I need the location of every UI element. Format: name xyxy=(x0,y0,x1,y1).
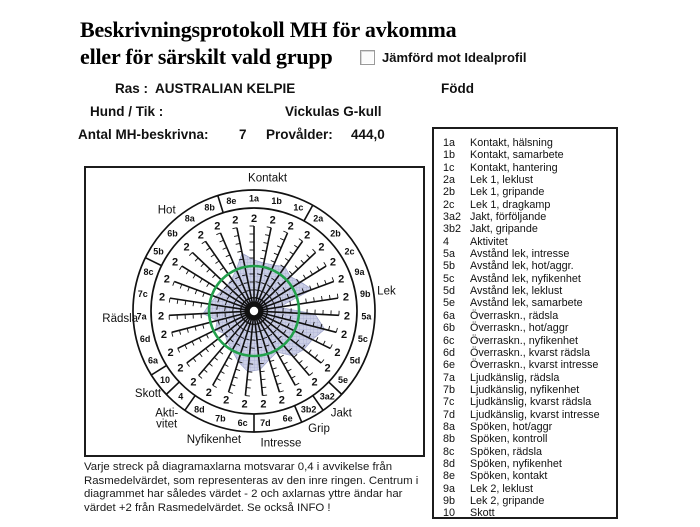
svg-text:2: 2 xyxy=(278,394,285,407)
legend-item-id: 8d xyxy=(443,457,456,470)
svg-text:2: 2 xyxy=(197,229,204,242)
svg-text:2: 2 xyxy=(167,346,174,359)
legend-item-id: 5b xyxy=(443,260,456,273)
svg-text:2: 2 xyxy=(329,256,336,269)
svg-text:6e: 6e xyxy=(282,413,293,424)
svg-text:2: 2 xyxy=(269,214,276,227)
legend-item xyxy=(443,347,616,359)
legend-item-label: Överraskn., kvarst rädsla xyxy=(470,346,590,359)
legend-item xyxy=(443,199,616,211)
legend-item-id: 5d xyxy=(443,285,456,298)
svg-text:5c: 5c xyxy=(357,334,368,345)
legend-item-label: Aktivitet xyxy=(470,235,508,248)
legend-item xyxy=(443,446,616,458)
svg-text:2: 2 xyxy=(159,291,166,304)
legend-item-label: Överraskn., nyfikenhet xyxy=(470,334,579,347)
svg-text:2: 2 xyxy=(214,220,221,233)
legend-item-id: 8e xyxy=(443,470,456,483)
svg-text:8c: 8c xyxy=(143,266,154,277)
legend-item-label: Avstånd lek, samarbete xyxy=(470,297,583,310)
legend-item-id: 5e xyxy=(443,297,456,310)
legend-item-label: Spöken, nyfikenhet xyxy=(470,457,562,470)
svg-text:6d: 6d xyxy=(139,334,151,345)
legend-item-id: 2b xyxy=(443,186,456,199)
legend-item-label: Jakt, gripande xyxy=(470,223,538,236)
svg-text:5b: 5b xyxy=(153,246,164,257)
title-line-1: Beskrivningsprotokoll MH för avkomma xyxy=(80,17,457,42)
legend-item xyxy=(443,186,616,198)
legend-item-id: 8c xyxy=(443,445,455,458)
legend-item xyxy=(443,137,616,149)
legend-item-label: Lek 1, gripande xyxy=(470,186,545,199)
svg-text:2: 2 xyxy=(172,256,179,269)
svg-text:2: 2 xyxy=(183,241,190,254)
legend-item-label: Avstånd lek, intresse xyxy=(470,248,570,261)
svg-text:2c: 2c xyxy=(344,246,355,257)
legend-item xyxy=(443,149,616,161)
footnote-line: Rasmedelvärdet, som representeras av den inre ringen. Centrum i xyxy=(84,474,419,487)
legend-item-label: Spöken, rädsla xyxy=(470,445,543,458)
legend-box xyxy=(432,127,618,519)
legend-item-label: Kontakt, hantering xyxy=(470,161,558,174)
legend-item-id: 8b xyxy=(443,433,456,446)
legend-item xyxy=(443,260,616,272)
legend-item-id: 6a xyxy=(443,309,456,322)
legend-item-id: 6d xyxy=(443,346,456,359)
legend-item-id: 1b xyxy=(443,149,456,162)
svg-text:2: 2 xyxy=(318,241,325,254)
legend-item xyxy=(443,310,616,322)
legend-item-id: 9a xyxy=(443,482,456,495)
svg-text:Nyfikenhet: Nyfikenhet xyxy=(186,433,242,446)
svg-text:2: 2 xyxy=(260,398,267,411)
legend-item-id: 10 xyxy=(443,507,456,520)
antal-mh-beskrivna-value: 7 xyxy=(239,127,247,142)
svg-text:3a2: 3a2 xyxy=(319,391,335,402)
legend-item xyxy=(443,223,616,235)
legend-item-label: Ljudkänslig, kvarst rädsla xyxy=(470,396,592,409)
legend-item-label: Lek 1, dragkamp xyxy=(470,198,551,211)
svg-text:2: 2 xyxy=(304,229,311,242)
svg-text:2: 2 xyxy=(205,387,212,400)
svg-text:2: 2 xyxy=(287,220,294,233)
legend-item-id: 6c xyxy=(443,334,455,347)
legend-item xyxy=(443,359,616,371)
legend-item xyxy=(443,297,616,309)
legend-item-id: 7a xyxy=(443,371,456,384)
svg-text:2b: 2b xyxy=(330,228,341,239)
svg-text:Akti-vitet: Akti-vitet xyxy=(155,407,179,431)
legend-item-id: 6b xyxy=(443,322,456,335)
svg-text:9b: 9b xyxy=(359,288,371,299)
legend-item-id: 1a xyxy=(443,137,456,149)
legend-item xyxy=(443,409,616,421)
legend-item-label: Avstånd lek, nyfikenhet xyxy=(470,272,581,285)
legend-item xyxy=(443,162,616,174)
svg-text:2: 2 xyxy=(324,362,331,375)
ideal-profile-check-row xyxy=(360,50,526,65)
svg-text:Grip: Grip xyxy=(308,423,330,436)
provalder-label: Provålder: xyxy=(266,127,333,142)
svg-text:5a: 5a xyxy=(361,311,372,322)
svg-text:7a: 7a xyxy=(136,311,147,322)
legend-item-id: 8a xyxy=(443,420,456,433)
legend-item xyxy=(443,236,616,248)
legend-item-label: Avstånd lek, leklust xyxy=(470,285,563,298)
svg-text:8e: 8e xyxy=(226,195,237,206)
mh-radar-chart xyxy=(86,168,423,455)
svg-text:1b: 1b xyxy=(271,195,282,206)
svg-text:2: 2 xyxy=(342,291,349,304)
svg-text:9a: 9a xyxy=(354,266,365,277)
legend-item xyxy=(443,421,616,433)
ideal-profile-label: Jämförd mot Idealprofil xyxy=(382,50,527,65)
ideal-profile-checkbox[interactable] xyxy=(360,50,375,65)
legend-item-label: Ljudkänslig, nyfikenhet xyxy=(470,383,580,396)
legend-item xyxy=(443,483,616,495)
svg-text:7c: 7c xyxy=(137,288,148,299)
legend-item-id: 7c xyxy=(443,396,455,409)
fodd-label: Född xyxy=(441,81,474,96)
legend-list xyxy=(434,129,616,520)
legend-item-label: Jakt, förföljande xyxy=(470,211,547,224)
legend-item xyxy=(443,396,616,408)
legend-item-label: Lek 2, leklust xyxy=(470,482,534,495)
legend-item-id: 6e xyxy=(443,359,456,372)
svg-text:2: 2 xyxy=(160,329,168,342)
svg-text:1a: 1a xyxy=(248,193,260,204)
legend-item-label: Spöken, kontakt xyxy=(470,470,548,483)
svg-text:Rädsla: Rädsla xyxy=(102,312,139,325)
svg-text:6a: 6a xyxy=(147,355,159,366)
legend-item-label: Spöken, kontroll xyxy=(470,433,548,446)
svg-text:2: 2 xyxy=(190,376,197,389)
ras-label: Ras : xyxy=(115,81,149,96)
svg-text:2: 2 xyxy=(223,394,230,407)
svg-text:2: 2 xyxy=(343,310,350,323)
svg-text:8b: 8b xyxy=(204,202,215,213)
legend-item-label: Kontakt, hälsning xyxy=(470,137,553,149)
legend-item xyxy=(443,211,616,223)
legend-item xyxy=(443,285,616,297)
legend-item-label: Kontakt, samarbete xyxy=(470,149,564,162)
provalder-value: 444,0 xyxy=(351,127,385,142)
legend-item-id: 5a xyxy=(443,248,456,261)
svg-text:10: 10 xyxy=(160,374,171,385)
chart-frame xyxy=(84,166,425,457)
title-line-2: eller för särskilt vald grupp xyxy=(80,44,333,69)
svg-text:8a: 8a xyxy=(184,213,195,224)
svg-text:Hot: Hot xyxy=(157,204,176,217)
svg-text:4: 4 xyxy=(178,391,184,402)
svg-text:2: 2 xyxy=(241,398,248,411)
svg-text:2: 2 xyxy=(338,273,345,286)
legend-item-label: Lek 1, leklust xyxy=(470,174,534,187)
svg-text:8d: 8d xyxy=(194,404,205,415)
svg-text:2: 2 xyxy=(158,310,165,323)
svg-text:5d: 5d xyxy=(349,355,361,366)
legend-item xyxy=(443,322,616,334)
legend-item xyxy=(443,507,616,519)
svg-text:2: 2 xyxy=(250,212,258,225)
legend-item xyxy=(443,458,616,470)
legend-item-id: 3b2 xyxy=(443,223,462,236)
legend-item xyxy=(443,495,616,507)
legend-item-id: 7b xyxy=(443,383,456,396)
legend-item-id: 5c xyxy=(443,272,455,285)
legend-item xyxy=(443,384,616,396)
ras-value: AUSTRALIAN KELPIE xyxy=(155,81,296,96)
svg-text:Intresse: Intresse xyxy=(260,437,302,450)
svg-text:2a: 2a xyxy=(313,213,324,224)
legend-item-id: 2a xyxy=(443,174,456,187)
svg-text:Lek: Lek xyxy=(377,285,396,298)
legend-item xyxy=(443,470,616,482)
legend-item xyxy=(443,273,616,285)
footnote-line: Varje streck på diagramaxlarna motsvarar 0,4 i avvikelse från xyxy=(84,461,393,473)
svg-text:2: 2 xyxy=(311,376,318,389)
svg-text:6c: 6c xyxy=(237,417,248,428)
svg-text:2: 2 xyxy=(177,362,184,375)
svg-text:Jakt: Jakt xyxy=(330,407,352,420)
hund-tik-value: Vickulas G-kull xyxy=(285,104,382,119)
hub-center-dot xyxy=(250,307,258,315)
hund-tik-label: Hund / Tik : xyxy=(90,104,164,119)
legend-item-label: Skott xyxy=(470,507,495,520)
legend-item-label: Ljudkänslig, rädsla xyxy=(470,371,560,384)
svg-text:2: 2 xyxy=(340,329,348,342)
svg-text:3b2: 3b2 xyxy=(300,404,317,415)
svg-text:2: 2 xyxy=(296,387,303,400)
svg-text:Skott: Skott xyxy=(134,388,162,401)
legend-item-label: Spöken, hot/aggr xyxy=(470,420,553,433)
legend-item xyxy=(443,248,616,260)
legend-item-id: 3a2 xyxy=(443,211,462,224)
svg-text:7b: 7b xyxy=(215,413,226,424)
footnote xyxy=(84,461,436,515)
legend-item-id: 4 xyxy=(443,235,450,248)
svg-text:2: 2 xyxy=(334,346,341,359)
footnote-line: värdet +2 från Rasmedelvärdet. Se också INFO ! xyxy=(84,501,331,514)
legend-item-label: Lek 2, gripande xyxy=(470,494,545,507)
legend-item xyxy=(443,372,616,384)
footnote-line: diagrammet har således värdet - 2 och axlarnas yttre ändar har xyxy=(84,488,403,501)
svg-text:2: 2 xyxy=(163,273,170,286)
antal-mh-beskrivna-label: Antal MH-beskrivna: xyxy=(78,127,209,142)
svg-text:2: 2 xyxy=(232,214,239,227)
legend-item-label: Överraskn., hot/aggr xyxy=(470,322,569,335)
legend-item-label: Avstånd lek, hot/aggr. xyxy=(470,260,574,273)
svg-text:7d: 7d xyxy=(260,417,271,428)
legend-item-label: Överraskn., kvarst intresse xyxy=(470,359,599,372)
svg-text:6b: 6b xyxy=(167,228,178,239)
svg-text:Kontakt: Kontakt xyxy=(248,172,288,185)
legend-item xyxy=(443,433,616,445)
legend-item xyxy=(443,335,616,347)
legend-item-label: Ljudkänslig, kvarst intresse xyxy=(470,408,600,421)
svg-text:1c: 1c xyxy=(293,202,304,213)
legend-item-label: Överraskn., rädsla xyxy=(470,309,559,322)
legend-item xyxy=(443,174,616,186)
legend-item-id: 9b xyxy=(443,494,456,507)
legend-item-id: 1c xyxy=(443,161,455,174)
legend-item-id: 7d xyxy=(443,408,456,421)
svg-text:5e: 5e xyxy=(337,374,348,385)
legend-item-id: 2c xyxy=(443,198,455,211)
